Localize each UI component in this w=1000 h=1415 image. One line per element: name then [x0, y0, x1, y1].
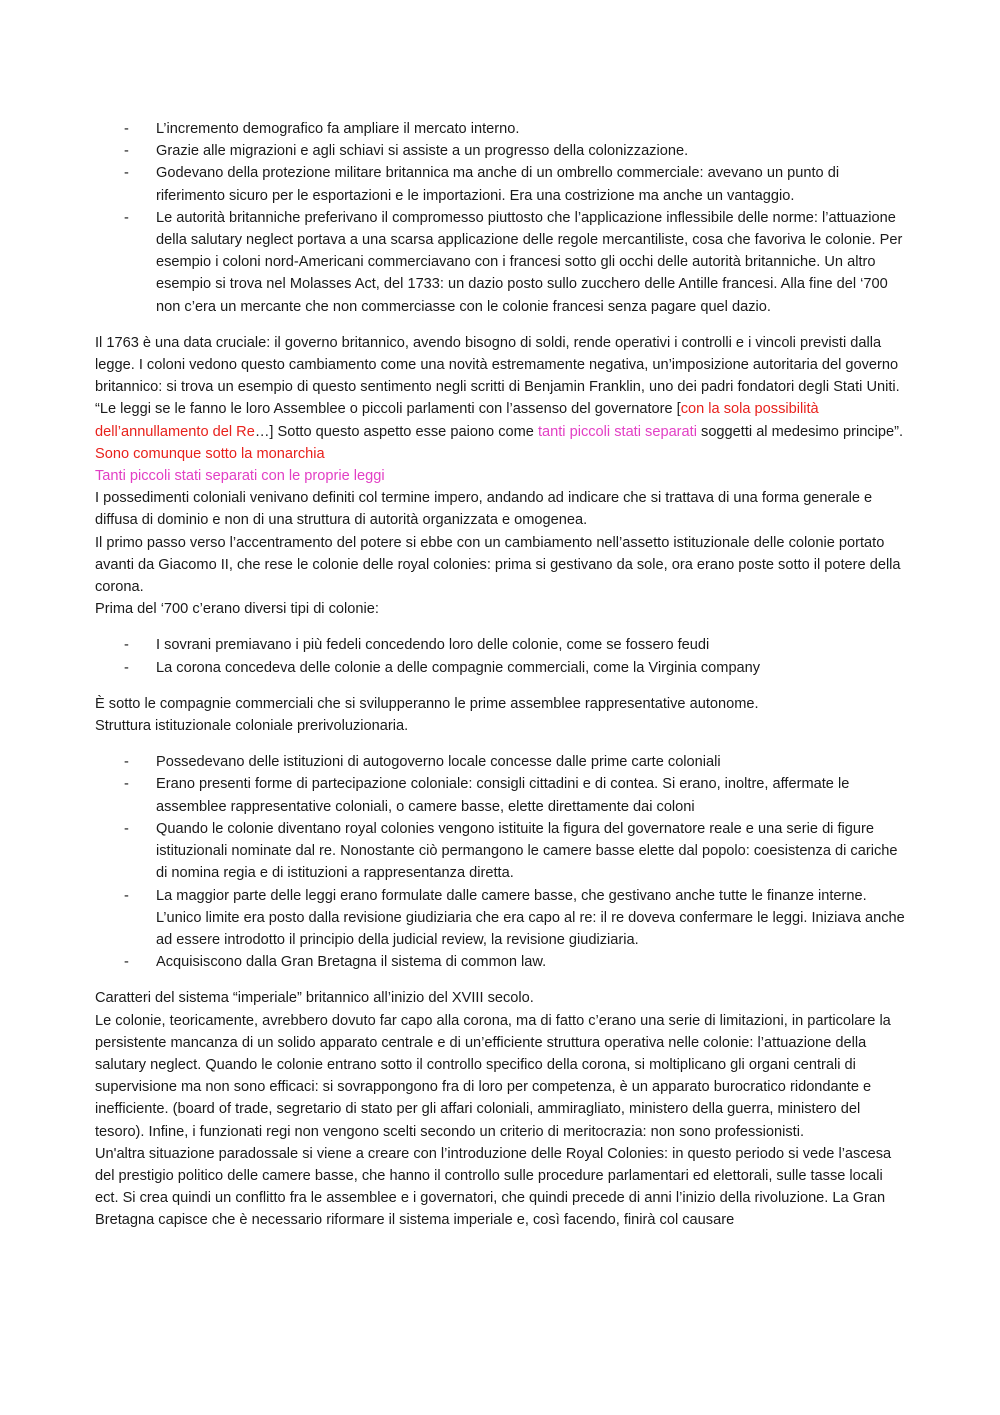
paragraph-compagnie: È sotto le compagnie commerciali che si svilupperanno le prime assemblee rappresentative autonome.: [95, 695, 759, 712]
bullet-mark: -: [124, 659, 129, 676]
bullet-mark: -: [124, 954, 129, 971]
list-item: - I sovrani premiavano i più fedeli concedendo loro delle colonie, come se fossero feudi: [95, 634, 907, 656]
document-body: [95, 118, 907, 1232]
note-pink: Tanti piccoli stati separati con le proprie leggi: [95, 468, 385, 485]
quote-highlight-red: con la sola possibilità dell’annullamento del Re: [95, 401, 819, 440]
list-item: - Grazie alle migrazioni e agli schiavi si assiste a un progresso della colonizzazione.: [95, 140, 907, 162]
bullet-list-economy: [95, 118, 907, 318]
list-item: - Godevano della protezione militare britannica ma anche di un ombrello commerciale: avevano un punto di riferimento sicuro per le esportazioni e le importazioni. Era una costrizione ma anche un vantaggio.: [95, 162, 907, 206]
bullet-mark: -: [124, 209, 129, 226]
paragraph-colonie: Le colonie, teoricamente, avrebbero dovuto far capo alla corona, ma di fatto c’erano una serie di limitazioni, in particolare la persistente mancanza di un solido apparato centrale e di un’efficiente struttura operativa nelle colonie: l’attuazione della salutary neglect. Quando le colonie entrano sotto il controllo specifico della corona, si moltiplicano gli organi centrali di supervisione ma non sono efficaci: si sovrappongono fra di loro per competenza, è un apparato burocratico ridondante e inefficiente. (board of trade, segretario di stato per gli affari coloniali, ammiragliato, ministero della guerra, ministero del tesoro). Infine, i funzionati regi non vengono scelti secondo un criterio di meritocrazia: non sono professionisti.: [95, 1012, 891, 1140]
list-item: - Possedevano delle istituzioni di autogoverno locale concesse dalle prime carte coloniali: [95, 751, 907, 773]
bullet-mark: -: [124, 887, 129, 904]
bullet-mark: -: [124, 637, 129, 654]
list-item: - Erano presenti forme di partecipazione coloniale: consigli cittadini e di contea. Si erano, inoltre, affermate le assemblee rappresentative coloniali, o camere basse, elette direttamente dai coloni: [95, 773, 907, 817]
paragraph-1763: Il 1763 è una data cruciale: il governo britannico, avendo bisogno di soldi, rende operativi i controlli e i vincoli previsti dalla legge. I coloni vedono questo cambiamento come una novità estremamente negativa, un’imposizione autoritaria del governo britannico: si trova un esempio di questo sentimento negli scritti di Benjamin Franklin, uno dei padri fondatori degli Stati Uniti.: [95, 334, 900, 396]
bullet-mark: -: [124, 165, 129, 182]
note-red: Sono comunque sotto la monarchia: [95, 445, 325, 462]
quote-highlight-pink: tanti piccoli stati separati: [537, 423, 697, 440]
bullet-mark: -: [124, 776, 129, 793]
list-item: - Quando le colonie diventano royal colonies vengono istituite la figura del governatore reale e una serie di figure istituzionali nominate dal re. Nonostante ciò permangono le camere basse elette dal popolo: coesistenza di cariche di nomina regia e di istituzioni a rappresentanza diretta.: [95, 818, 907, 885]
list-item: - L’incremento demografico fa ampliare il mercato interno.: [95, 118, 907, 140]
list-item: - Le autorità britanniche preferivano il compromesso piuttosto che l’applicazione inflessibile delle norme: l’attuazione della salutary neglect portava a una scarsa applicazione delle regole mercantiliste, cosa che favoriva le colonie. Per esempio i coloni nord-Americani commerciavano con i francesi sotto gli occhi delle autorità britanniche. Un altro esempio si trova nel Molasses Act, del 1733: un dazio posto sullo zucchero delle Antille francesi. Alla fine del ‘700 non c’era un mercante che non commerciasse con le colonie francesi senza pagare quel dazio.: [95, 207, 907, 318]
list-item: - La maggior parte delle leggi erano formulate dalle camere basse, che gestivano anche tutte le finanze interne. L’unico limite era posto dalla revisione giudiziaria che era capo al re: il re doveva confermare le leggi. Iniziava anche ad essere introdotto il principio della judicial review, la revisione giudiziaria.: [95, 885, 907, 952]
bullet-mark: -: [124, 820, 129, 837]
bullet-list-colony-types: [95, 634, 907, 678]
franklin-quote: “Le leggi se le fanno le loro Assemblee o piccoli parlamenti con l’assenso del governatore [con la sola possibilità dell’annullamento del Re…] Sotto questo aspetto esse paiono come tanti piccoli stati separati soggetti al medesimo principe”.: [95, 401, 903, 440]
paragraph-prima-700: Prima del ‘700 c’erano diversi tipi di colonie:: [95, 601, 379, 618]
paragraph-paradossale: Un'altra situazione paradossale si viene a creare con l’introduzione delle Royal Colonies: in questo periodo si vede l’ascesa del prestigio politico delle camere basse, che hanno il controllo sulle procedure parlamentari ed elettorali, sulle tasse locali ect. Si crea quindi un conflitto fra le assemblee e i governatori, che quindi precede di anni l’inizio della rivoluzione. La Gran Bretagna capisce che è necessario riformare il sistema imperiale e, così facendo, finirà col causare: [95, 1145, 892, 1229]
paragraph-caratteri: Caratteri del sistema “imperiale” britannico all’inizio del XVIII secolo.: [95, 990, 534, 1007]
bullet-mark: -: [124, 143, 129, 160]
list-item: - Acquisiscono dalla Gran Bretagna il sistema di common law.: [95, 951, 907, 973]
bullet-mark: -: [124, 121, 129, 137]
paragraph-primo-passo: Il primo passo verso l’accentramento del potere si ebbe con un cambiamento nell’assetto istituzionale delle colonie portato avanti da Giacomo II, che rese le colonie delle royal colonies: prima si gestivano da sole, ora erano poste sotto il potere della corona.: [95, 534, 901, 596]
paragraph-struttura: Struttura istituzionale coloniale prerivoluzionaria.: [95, 718, 409, 735]
list-item: - La corona concedeva delle colonie a delle compagnie commerciali, come la Virginia company: [95, 657, 907, 679]
bullet-mark: -: [124, 754, 129, 771]
bullet-list-institutions: [95, 751, 907, 973]
paragraph-impero: I possedimenti coloniali venivano definiti col termine impero, andando ad indicare che si trattava di una forma generale e diffusa di dominio e non di una struttura di autorità organizzata e omogenea.: [95, 490, 873, 529]
